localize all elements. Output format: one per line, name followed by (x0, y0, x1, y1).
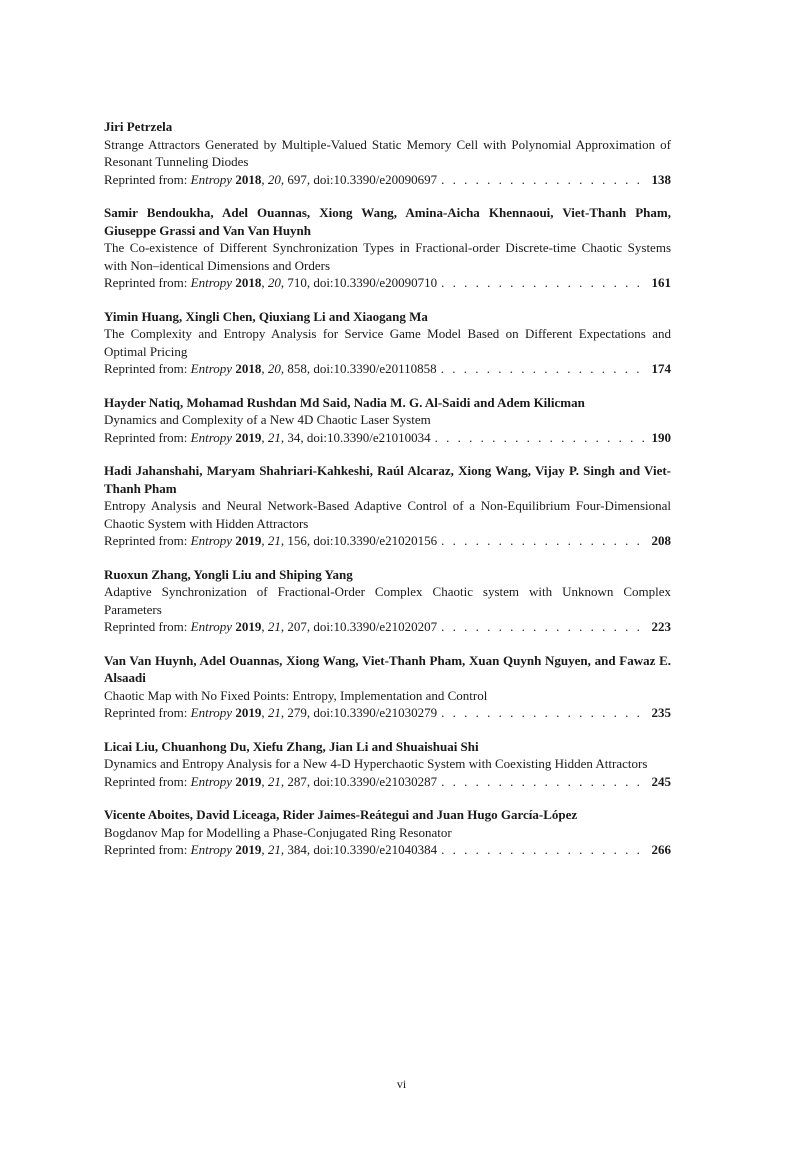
reprint-prefix: Reprinted from: (104, 171, 191, 187)
journal-year: 2019 (235, 705, 262, 720)
journal-year: 2019 (235, 842, 262, 857)
entry-title: Adaptive Synchronization of Fractional-Order Complex Chaotic system with Unknown Complex Parameters (104, 584, 671, 617)
journal-name: Entropy (190, 275, 233, 290)
citation-rest: , 858, doi:10.3390/e20110858 (280, 361, 437, 376)
entry-reprint-line (104, 773, 671, 791)
journal-volume: 20 (267, 361, 281, 376)
entry-title: Dynamics and Complexity of a New 4D Chaotic Laser System (104, 412, 431, 427)
entry-page-number: 223 (651, 619, 671, 634)
journal-name: Entropy (190, 429, 233, 445)
entry-authors: Jiri Petrzela (104, 119, 173, 134)
entry-reprint-line (104, 704, 671, 722)
citation-rest: , 279, doi:10.3390/e21030279 (280, 705, 438, 720)
table-of-contents (104, 118, 671, 875)
page-number: vi (396, 1077, 407, 1091)
reprint-citation: Reprinted from: Entropy 2019, 21, 207, doi:10.3390/e21020207 (104, 619, 438, 634)
journal-volume: 21 (267, 773, 281, 789)
entry-reprint-line (104, 532, 671, 550)
reprint-citation: Reprinted from: Entropy 2019, 21, 156, doi:10.3390/e21020156 (104, 533, 438, 548)
toc-entry (104, 118, 671, 188)
journal-name: Entropy (190, 705, 233, 720)
toc-entry (104, 566, 671, 636)
reprint-prefix: Reprinted from: (104, 619, 191, 634)
dot-leader (441, 360, 648, 378)
journal-volume: 21 (267, 429, 281, 445)
entry-authors: Yimin Huang, Xingli Chen, Qiuxiang Li and Xiaogang Ma (104, 308, 428, 324)
entry-page-number: 208 (651, 533, 671, 548)
entry-page-number: 161 (651, 275, 671, 290)
journal-name: Entropy (190, 773, 233, 789)
entry-reprint-line (104, 171, 671, 189)
journal-volume: 20 (267, 275, 281, 290)
dot-leader (441, 618, 647, 636)
journal-name: Entropy (190, 842, 233, 857)
entry-title: The Complexity and Entropy Analysis for Service Game Model Based on Different Expectations and Optimal Pricing (104, 326, 671, 359)
reprint-citation: Reprinted from: Entropy 2019, 21, 287, doi:10.3390/e21030287 (104, 773, 438, 789)
citation-rest: , 710, doi:10.3390/e20090710 (280, 275, 438, 290)
entry-title: Dynamics and Entropy Analysis for a New 4-D Hyperchaotic System with Coexisting Hidden Attractors (104, 756, 648, 771)
reprint-citation: Reprinted from: Entropy 2018, 20, 710, doi:10.3390/e20090710 (104, 275, 438, 290)
citation-rest: , 156, doi:10.3390/e21020156 (280, 533, 438, 548)
citation-rest: , 287, doi:10.3390/e21030287 (280, 773, 438, 789)
journal-year: 2019 (235, 533, 262, 548)
reprint-prefix: Reprinted from: (104, 275, 191, 290)
dot-leader (441, 274, 647, 292)
reprint-prefix: Reprinted from: (104, 842, 191, 857)
dot-leader (441, 704, 647, 722)
journal-year: 2019 (235, 429, 262, 445)
dot-leader (441, 532, 647, 550)
entry-authors: Hadi Jahanshahi, Maryam Shahriari-Kahkeshi, Raúl Alcaraz, Xiong Wang, Vijay P. Singh and Viet-Thanh Pham (104, 463, 671, 496)
toc-entry (104, 462, 671, 550)
entry-page-number: 138 (651, 171, 671, 187)
toc-entry (104, 308, 671, 378)
dot-leader (441, 773, 647, 791)
journal-year: 2019 (235, 773, 262, 789)
entry-authors: Vicente Aboites, David Liceaga, Rider Jaimes-Reátegui and Juan Hugo García-López (104, 807, 578, 822)
reprint-prefix: Reprinted from: (104, 705, 191, 720)
journal-volume: 21 (267, 842, 281, 857)
journal-name: Entropy (190, 171, 233, 187)
entry-page-number: 190 (651, 429, 671, 445)
journal-year: 2018 (235, 171, 262, 187)
entry-reprint-line (104, 618, 671, 636)
citation-rest: , 34, doi:10.3390/e21010034 (280, 429, 431, 445)
reprint-prefix: Reprinted from: (104, 533, 191, 548)
entry-reprint-line (104, 429, 671, 447)
reprint-citation: Reprinted from: Entropy 2018, 20, 697, doi:10.3390/e20090697 (104, 171, 438, 187)
toc-entry (104, 652, 671, 722)
toc-entry (104, 204, 671, 292)
entry-page-number: 174 (651, 361, 671, 376)
entry-authors: Samir Bendoukha, Adel Ouannas, Xiong Wang, Amina-Aicha Khennaoui, Viet-Thanh Pham, Giuseppe Grassi and Van Van Huynh (104, 205, 671, 238)
entry-title: Chaotic Map with No Fixed Points: Entropy, Implementation and Control (104, 687, 488, 703)
journal-year: 2018 (235, 275, 262, 290)
entry-reprint-line (104, 841, 671, 859)
entry-reprint-line (104, 360, 671, 378)
entry-title: The Co-existence of Different Synchronization Types in Fractional-order Discrete-time Chaotic Systems with Non–identical Dimensions and Orders (104, 240, 671, 273)
reprint-prefix: Reprinted from: (104, 773, 191, 789)
entry-title: Strange Attractors Generated by Multiple-Valued Static Memory Cell with Polynomial Approximation of Resonant Tunneling Diodes (104, 136, 671, 169)
entry-page-number: 266 (651, 842, 671, 857)
entry-authors: Licai Liu, Chuanhong Du, Xiefu Zhang, Jian Li and Shuaishuai Shi (104, 738, 479, 754)
dot-leader (441, 841, 647, 859)
reprint-citation: Reprinted from: Entropy 2019, 21, 279, doi:10.3390/e21030279 (104, 705, 438, 720)
entry-page-number: 235 (651, 705, 671, 720)
entry-authors: Ruoxun Zhang, Yongli Liu and Shiping Yang (104, 566, 353, 582)
citation-rest: , 384, doi:10.3390/e21040384 (280, 842, 438, 857)
reprint-citation: Reprinted from: Entropy 2019, 21, 384, doi:10.3390/e21040384 (104, 842, 438, 857)
entry-title: Entropy Analysis and Neural Network-Based Adaptive Control of a Non-Equilibrium Four-Dimensional Chaotic System with Hidden Attractors (104, 498, 671, 531)
journal-name: Entropy (190, 619, 233, 634)
journal-volume: 20 (267, 171, 281, 187)
entry-page-number: 245 (651, 773, 671, 789)
reprint-citation: Reprinted from: Entropy 2019, 21, 34, doi:10.3390/e21010034 (104, 429, 431, 445)
toc-entry (104, 738, 671, 791)
toc-entry (104, 394, 671, 447)
entry-authors: Hayder Natiq, Mohamad Rushdan Md Said, Nadia M. G. Al-Saidi and Adem Kilicman (104, 394, 585, 410)
journal-year: 2019 (235, 619, 262, 634)
toc-entry (104, 806, 671, 859)
journal-volume: 21 (267, 533, 281, 548)
reprint-citation: Reprinted from: Entropy 2018, 20, 858, doi:10.3390/e20110858 (104, 361, 437, 376)
dot-leader (435, 429, 648, 447)
entry-reprint-line (104, 274, 671, 292)
dot-leader (441, 171, 647, 189)
journal-year: 2018 (235, 361, 262, 376)
entry-title: Bogdanov Map for Modelling a Phase-Conjugated Ring Resonator (104, 824, 452, 840)
citation-rest: , 697, doi:10.3390/e20090697 (280, 171, 438, 187)
journal-name: Entropy (190, 533, 233, 548)
reprint-prefix: Reprinted from: (104, 429, 191, 445)
entry-authors: Van Van Huynh, Adel Ouannas, Xiong Wang, Viet-Thanh Pham, Xuan Quynh Nguyen, and Fawaz E. Alsaadi (104, 652, 671, 685)
journal-volume: 21 (267, 619, 281, 634)
reprint-prefix: Reprinted from: (104, 361, 191, 376)
citation-rest: , 207, doi:10.3390/e21020207 (280, 619, 438, 634)
journal-volume: 21 (267, 705, 281, 720)
journal-name: Entropy (190, 361, 233, 376)
